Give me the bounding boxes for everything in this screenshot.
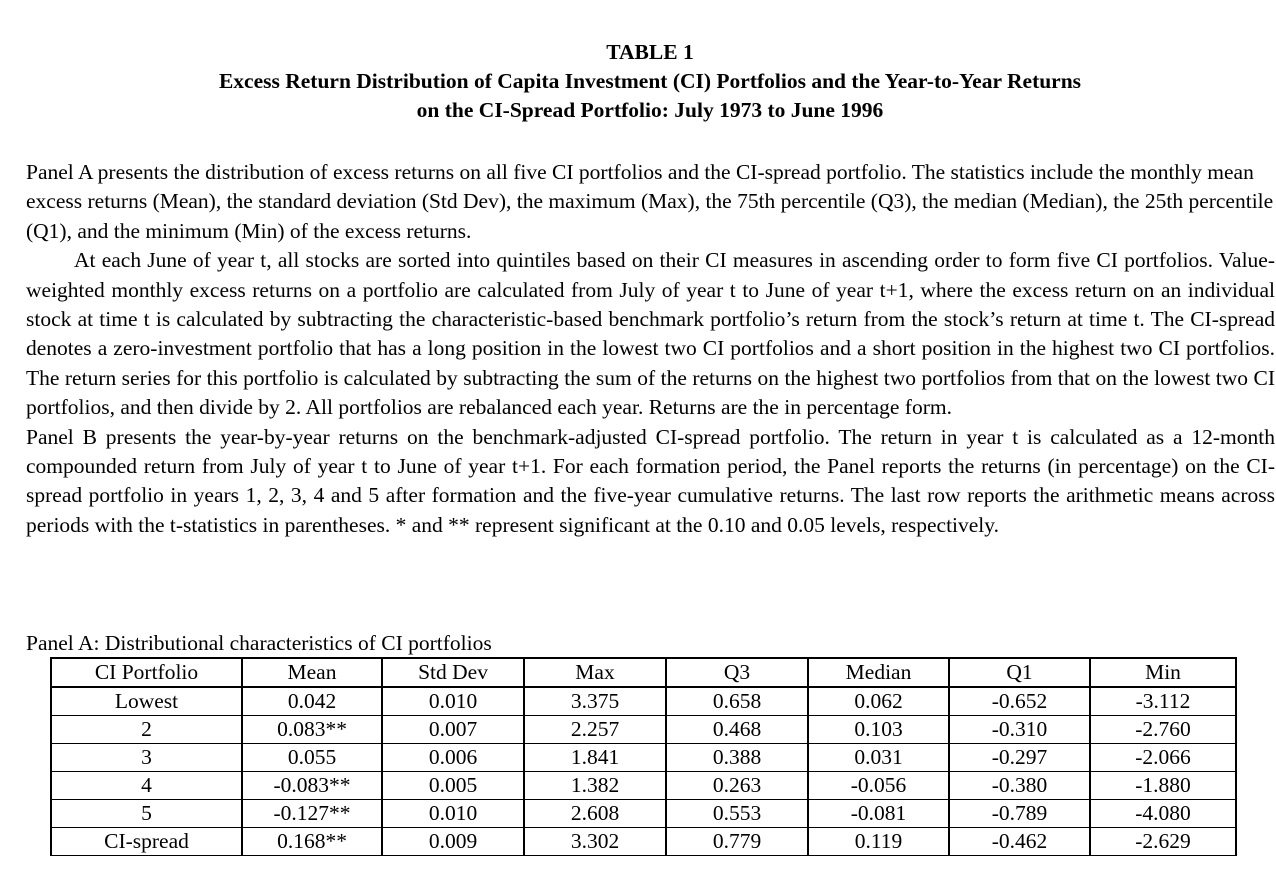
table-cell: 3.302 xyxy=(524,828,666,856)
table-row xyxy=(51,800,1236,828)
table-description xyxy=(26,158,1275,540)
table-row xyxy=(51,744,1236,772)
table-cell: 1.841 xyxy=(524,744,666,772)
column-header: Median xyxy=(808,658,949,687)
table-cell: 0.553 xyxy=(666,800,808,828)
table-header-row xyxy=(51,658,1236,687)
table-cell: -2.066 xyxy=(1090,744,1236,772)
table-cell: 0.168** xyxy=(242,828,382,856)
column-header: Min xyxy=(1090,658,1236,687)
table-cell: -2.760 xyxy=(1090,716,1236,744)
column-header: CI Portfolio xyxy=(51,658,242,687)
table-cell: -0.056 xyxy=(808,772,949,800)
table-cell: -0.652 xyxy=(949,687,1090,716)
table-cell: 0.042 xyxy=(242,687,382,716)
table-cell: 0.006 xyxy=(382,744,524,772)
table-cell: CI-spread xyxy=(51,828,242,856)
table-cell: -2.629 xyxy=(1090,828,1236,856)
table-cell: -0.462 xyxy=(949,828,1090,856)
panel-a-table xyxy=(50,657,1237,856)
table-cell: 1.382 xyxy=(524,772,666,800)
table-row xyxy=(51,772,1236,800)
table-cell: 0.007 xyxy=(382,716,524,744)
table-cell: 0.031 xyxy=(808,744,949,772)
table-cell: 0.062 xyxy=(808,687,949,716)
table-row xyxy=(51,687,1236,716)
table-cell: Lowest xyxy=(51,687,242,716)
column-header: Max xyxy=(524,658,666,687)
table-cell: 0.119 xyxy=(808,828,949,856)
table-cell: -0.083** xyxy=(242,772,382,800)
table-cell: -0.127** xyxy=(242,800,382,828)
table-cell: -3.112 xyxy=(1090,687,1236,716)
table-cell: 0.779 xyxy=(666,828,808,856)
description-paragraph-2: At each June of year t, all stocks are sorted into quintiles based on their CI measures in ascending order to form five CI portfolios. Value-weighted monthly excess returns on a portfolio are calculated from July of year t to June of year t+1, where the excess return on an individual stock at time t is calculated by subtracting the characteristic-based benchmark portfolio’s return from the stock’s return at time t. The CI-spread denotes a zero-investment portfolio that has a long position in the lowest two CI portfolios and a short position in the highest two CI portfolios. The return series for this portfolio is calculated by subtracting the sum of the returns on the highest two portfolios from that on the lowest two CI portfolios, and then divide by 2. All portfolios are rebalanced each year. Returns are the in percentage form. xyxy=(26,248,1275,420)
table-cell: 2 xyxy=(51,716,242,744)
table-label: TABLE 1 xyxy=(606,40,694,64)
table-cell: 0.388 xyxy=(666,744,808,772)
table-cell: -1.880 xyxy=(1090,772,1236,800)
table-cell: 3 xyxy=(51,744,242,772)
table-cell: 4 xyxy=(51,772,242,800)
table-cell: -0.081 xyxy=(808,800,949,828)
table-row xyxy=(51,716,1236,744)
description-paragraph-3: Panel B presents the year-by-year returns on the benchmark-adjusted CI-spread portfolio. The return in year t is calculated as a 12-month compounded return from July of year t to June of year t+1. For each formation period, the Panel reports the returns (in percentage) on the CI-spread portfolio in years 1, 2, 3, 4 and 5 after formation and the five-year cumulative returns. The last row reports the arithmetic means across periods with the t-statistics in parentheses. * and ** represent significant at the 0.10 and 0.05 levels, respectively. xyxy=(26,424,1275,537)
table-cell: 0.263 xyxy=(666,772,808,800)
table-title-line-1: Excess Return Distribution of Capita Investment (CI) Portfolios and the Year-to-Year Returns xyxy=(218,69,1082,93)
table-cell: 0.103 xyxy=(808,716,949,744)
table-row xyxy=(51,828,1236,856)
table-cell: -4.080 xyxy=(1090,800,1236,828)
column-header: Mean xyxy=(242,658,382,687)
table-cell: -0.380 xyxy=(949,772,1090,800)
column-header: Q3 xyxy=(666,658,808,687)
table-cell: -0.789 xyxy=(949,800,1090,828)
table-title-block xyxy=(0,38,1276,125)
table-cell: 0.010 xyxy=(382,687,524,716)
column-header: Q1 xyxy=(949,658,1090,687)
table-cell: 3.375 xyxy=(524,687,666,716)
table-cell: 0.083** xyxy=(242,716,382,744)
table-cell: 5 xyxy=(51,800,242,828)
table-title-line-2: on the CI-Spread Portfolio: July 1973 to June 1996 xyxy=(416,98,884,122)
table-cell: -0.297 xyxy=(949,744,1090,772)
table-cell: 0.009 xyxy=(382,828,524,856)
table-cell: 0.055 xyxy=(242,744,382,772)
table-cell: -0.310 xyxy=(949,716,1090,744)
table-cell: 2.257 xyxy=(524,716,666,744)
table-cell: 0.010 xyxy=(382,800,524,828)
description-paragraph-1: Panel A presents the distribution of excess returns on all five CI portfolios and the CI-spread portfolio. The statistics include the monthly mean excess returns (Mean), the standard deviation (Std Dev), the maximum (Max), the 75th percentile (Q3), the median (Median), the 25th percentile (Q1), and the minimum (Min) of the excess returns. xyxy=(26,160,1274,243)
table-cell: 0.468 xyxy=(666,716,808,744)
table-cell: 2.608 xyxy=(524,800,666,828)
panel-a-title: Panel A: Distributional characteristics of CI portfolios xyxy=(26,631,492,655)
table-cell: 0.658 xyxy=(666,687,808,716)
table-cell: 0.005 xyxy=(382,772,524,800)
column-header: Std Dev xyxy=(382,658,524,687)
